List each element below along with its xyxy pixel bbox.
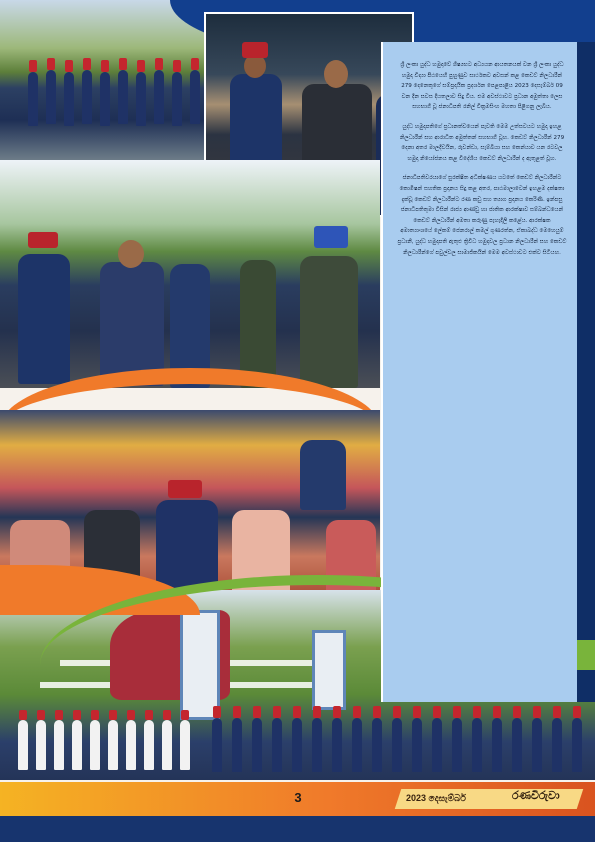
cadet-figure bbox=[108, 720, 118, 770]
cadet-figure bbox=[90, 720, 100, 770]
right-green-accent bbox=[575, 640, 595, 670]
right-edge-band bbox=[577, 42, 595, 702]
cadet-cap bbox=[242, 42, 268, 58]
cadet-figure bbox=[126, 720, 136, 770]
chief-guest-head bbox=[324, 60, 348, 88]
honor-guard-cap bbox=[314, 226, 348, 248]
soldier-figure bbox=[532, 718, 542, 772]
issue-date: 2023 දෙසැම්බර් bbox=[406, 793, 466, 803]
soldier-figure bbox=[252, 718, 262, 772]
parade-photo-top bbox=[0, 0, 208, 160]
soldier-figure bbox=[100, 72, 110, 126]
soldier-figure bbox=[352, 718, 362, 772]
officer-figure bbox=[300, 440, 346, 510]
soldier-figure bbox=[118, 70, 128, 124]
soldier-figure bbox=[154, 70, 164, 124]
soldier-figure bbox=[372, 718, 382, 772]
magazine-brand: රණවිරුවා bbox=[512, 789, 560, 802]
soldier-figure bbox=[292, 718, 302, 772]
soldier-figure bbox=[136, 72, 146, 126]
soldier-figure bbox=[172, 72, 182, 126]
soldier-figure bbox=[232, 718, 242, 772]
soldier-figure bbox=[432, 718, 442, 772]
article-text-panel bbox=[381, 42, 577, 702]
cadet-figure bbox=[72, 720, 82, 770]
cadet-figure bbox=[54, 720, 64, 770]
cadet-figure bbox=[36, 720, 46, 770]
soldier-figure bbox=[492, 718, 502, 772]
honor-guard-figure bbox=[300, 256, 358, 388]
soldier-figure bbox=[472, 718, 482, 772]
officer-cap bbox=[28, 232, 58, 248]
footer-bottom-strip bbox=[0, 816, 595, 842]
soldier-figure bbox=[412, 718, 422, 772]
soldier-figure bbox=[312, 718, 322, 772]
cadet-figure bbox=[180, 720, 190, 770]
soldier-figure bbox=[82, 70, 92, 124]
soldier-figure bbox=[272, 718, 282, 772]
soldier-figure bbox=[572, 718, 582, 772]
soldier-figure bbox=[552, 718, 562, 772]
commander-cap bbox=[168, 480, 202, 498]
article-paragraph-1: ශ්‍රී ලංකා යුද්ධ හමුදාවේ ශිෂ්‍යභට අධ්‍යයන ආයතනයක් වන ශ්‍රී ලංකා යුද්ධ හමුදා විද්‍යා පීඨයෙහි පුහුණුව සාර්ථකව අවසන් කළ කෙඩට් නිලධාරීන් 279 දෙනෙකුගේ සම්ප්‍රදායික ප්‍රදර්ශන පෙළපාළිය 2023 දෙසැම්බර් 09 වන දින සවස දියතලාව සිදු විය. එම අවස්ථාවට ප්‍රධාන අමුත්තා ලෙස සහභාගී වූ ජනාධිපති රනිල් වික්‍රමසිංහ මහතා පිළිගනු ලැබීය. bbox=[400, 62, 564, 111]
soldier-figure bbox=[46, 70, 56, 124]
president-inspection-photo bbox=[0, 160, 380, 388]
article-paragraph-2: යුද්ධ හමුදාපතිගේ ප්‍රධානත්වයෙන් පැවති මෙම උත්සවයට හමුදා ඉහළ නිලධාරීන් සහ ආරාධිත අමුත්තන් සහභාගී වූහ. කෙඩට් නිලධාරීන් 279 දෙනා අතර මාලදිවයින, රුවන්ඩා, සැම්බියා සහ කෙන්යාව යන රටවල හමුදා නියෝජනය කළ විදේශීය කෙඩට් නිලධාරීන් ද ඇතුළත් වූහ. bbox=[399, 123, 565, 162]
honor-guard-figure bbox=[240, 260, 276, 388]
article-paragraph-3: ජනාධිපතිවරයාගේ සුරක්ෂිත අධීක්ෂණය යටතේ කෙඩට් නිලධාරීන්ට කොමිෂන් සහතික ප්‍රදානය සිදු කළ අතර, පාඨමාලාවෙන් ඉහළම දක්ෂතා දැක්වූ කෙඩට් නිලධාරීන්ට රණ කඩු සහ ත්‍යාග ප්‍රදානය කෙරිණි. ඉන්පසු ජනාධිපතිතුමා විසින් රාජ්‍ය ආණ්ඩු හා ජාතික ආරක්ෂාව සම්බන්ධයෙන් කෙඩට් නිලධාරීන් අමතා කරුණු පැහැදිලි කළේය. ආරක්ෂක අමාත්‍යාංශයේ ලේකම් ජෙනරාල් කමල් ගුණරත්න, ඒකාබද්ධ මෙහෙයුම් ප්‍රධානී, යුද්ධ හමුදාපති ඇතුළු ත්‍රිවිධ හමුදාවල ප්‍රධාන නිලධාරීන් සහ කෙඩට් නිලධාරීන්ගේ පවුල්වල සාමාජිකයින් මෙම අවස්ථාවට එක්ව සිටියහ. bbox=[397, 175, 567, 256]
soldier-figure bbox=[190, 70, 200, 124]
cadet-figure bbox=[18, 720, 28, 770]
cadet-figure bbox=[162, 720, 172, 770]
page-number: 3 bbox=[294, 790, 302, 805]
soldier-figure bbox=[332, 718, 342, 772]
president-figure bbox=[100, 262, 164, 386]
officer-figure bbox=[18, 254, 70, 384]
soldier-figure bbox=[512, 718, 522, 772]
soldier-figure bbox=[28, 72, 38, 126]
article-body bbox=[397, 60, 567, 267]
soldier-figure bbox=[64, 72, 74, 126]
president-head bbox=[118, 240, 144, 268]
soldier-figure bbox=[212, 718, 222, 772]
soldier-figure bbox=[392, 718, 402, 772]
cadet-figure bbox=[144, 720, 154, 770]
soldier-figure bbox=[452, 718, 462, 772]
